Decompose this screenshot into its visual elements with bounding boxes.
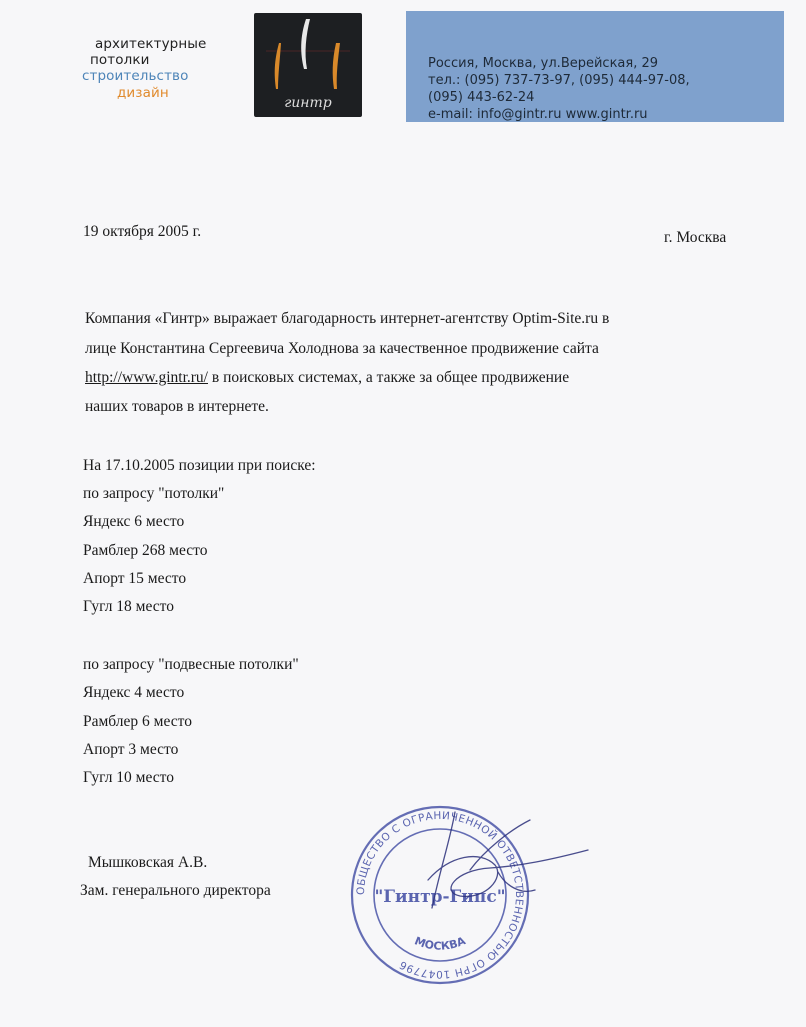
query-2-result: Апорт 3 место	[83, 741, 179, 758]
stamp-outer-text: ОБЩЕСТВО С ОГРАНИЧЕННОЙ ОТВЕТСТВЕННОСТЬЮ ОГРН 1047796	[354, 809, 526, 981]
contact-email-web: e-mail: info@gintr.ru www.gintr.ru	[428, 107, 648, 122]
logo-graphic	[254, 13, 362, 117]
stamp-bottom-text: МОСКВА	[412, 934, 468, 953]
svg-text:МОСКВА	[413, 934, 468, 953]
stamp-center-text: "Гинтр-Гипс"	[374, 887, 506, 907]
query-2-result: Яндекс 4 место	[83, 684, 185, 701]
header-word-ceilings: потолки	[90, 52, 150, 68]
site-link[interactable]: http://www.gintr.ru/	[85, 369, 208, 386]
signer-name: Мышковская А.В.	[88, 854, 208, 871]
query-2-result: Гугл 10 место	[83, 769, 174, 786]
handwritten-signature	[400, 810, 590, 920]
header-word-ceilings-arch: архитектурные	[95, 36, 207, 52]
query-1-result: Апорт 15 место	[83, 570, 187, 587]
header-word-design: дизайн	[117, 85, 169, 101]
paragraph-line-4: наших товаров в интернете.	[85, 398, 269, 415]
company-logo	[254, 13, 362, 117]
header-word-construction: строительство	[82, 68, 189, 84]
paragraph-line-2: лице Константина Сергеевича Холоднова за качественное продвижение сайта	[85, 340, 599, 357]
contact-address: Россия, Москва, ул.Верейская, 29	[428, 56, 659, 71]
signer-title: Зам. генерального директора	[80, 882, 271, 899]
contact-phone-extra: (095) 443-62-24	[428, 90, 535, 105]
letter-city: г. Москва	[664, 229, 727, 246]
query-1-result: Гугл 18 место	[83, 598, 174, 615]
positions-heading: На 17.10.2005 позиции при поиске:	[83, 457, 316, 474]
paragraph-line-1: Компания «Гинтр» выражает благодарность интернет-агентству Optim-Site.ru в	[85, 310, 610, 327]
letter-date: 19 октября 2005 г.	[83, 223, 202, 240]
query-1-label: по запросу "потолки"	[83, 485, 225, 502]
paragraph-line-3	[85, 368, 569, 388]
contact-phones: тел.: (095) 737-73-97, (095) 444-97-08,	[428, 73, 690, 88]
contact-box	[406, 11, 784, 122]
query-1-result: Рамблер 268 место	[83, 542, 208, 559]
query-2-label: по запросу "подвесные потолки"	[83, 656, 299, 673]
query-1-result: Яндекс 6 место	[83, 513, 185, 530]
query-2-result: Рамблер 6 место	[83, 713, 192, 730]
logo-wordmark: гинтр	[284, 95, 332, 111]
paragraph-line-3-text: в поисковых системах, а также за общее продвижение	[208, 369, 570, 386]
